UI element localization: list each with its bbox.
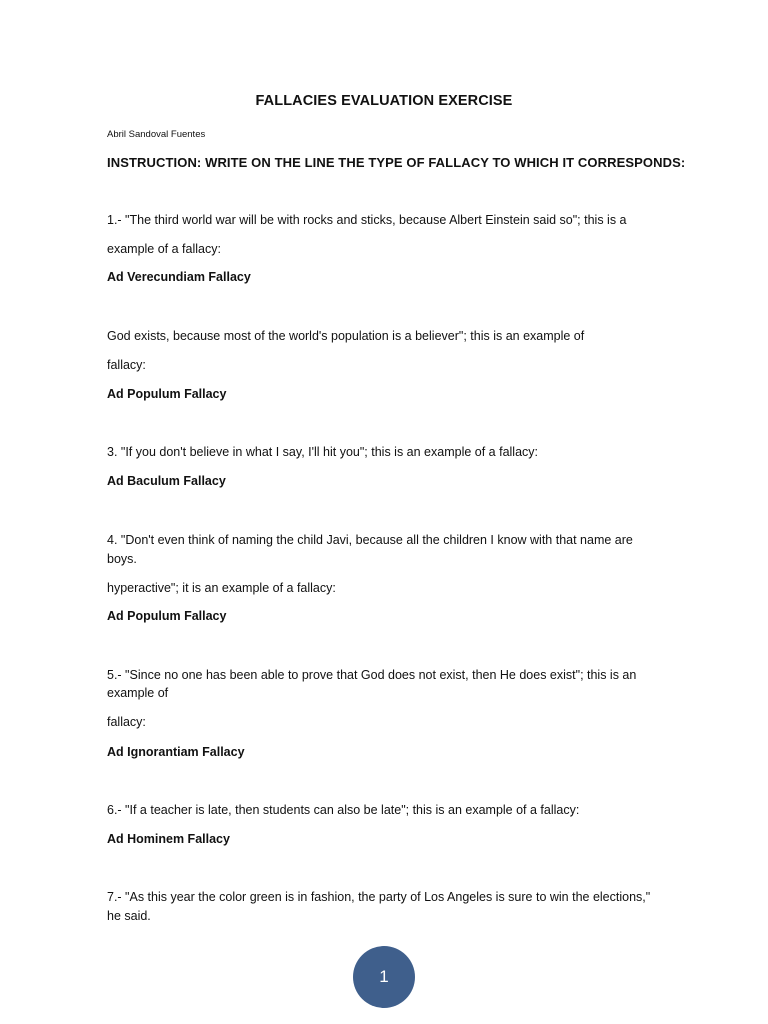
- question-7-line-2: he said.: [107, 909, 151, 923]
- question-5-line-3: fallacy:: [107, 715, 146, 729]
- question-3-answer: Ad Baculum Fallacy: [107, 474, 226, 488]
- question-6-answer: Ad Hominem Fallacy: [107, 832, 230, 846]
- question-7-line-1: 7.- "As this year the color green is in fashion, the party of Los Angeles is sure to win the elections,": [107, 890, 651, 904]
- page-number: 1: [379, 967, 389, 986]
- instruction-text: INSTRUCTION: WRITE ON THE LINE THE TYPE OF FALLACY TO WHICH IT CORRESPONDS:: [107, 155, 686, 170]
- question-4-answer: Ad Populum Fallacy: [107, 609, 227, 623]
- question-2-line-1: God exists, because most of the world's population is a believer"; this is an example of: [107, 329, 585, 343]
- question-4-line-1: 4. "Don't even think of naming the child Javi, because all the children I know with that name are: [107, 533, 633, 547]
- question-3-line-1: 3. "If you don't believe in what I say, I'll hit you"; this is an example of a fallacy:: [107, 445, 538, 459]
- question-1-line-1: 1.- "The third world war will be with rocks and sticks, because Albert Einstein said so"; this is a: [107, 213, 627, 227]
- question-6-line-1: 6.- "If a teacher is late, then students can also be late"; this is an example of a fallacy:: [107, 803, 580, 817]
- question-5-line-1: 5.- "Since no one has been able to prove that God does not exist, then He does exist"; this is an: [107, 668, 637, 682]
- question-2-line-2: fallacy:: [107, 358, 146, 372]
- document-title: FALLACIES EVALUATION EXERCISE: [255, 93, 513, 109]
- question-5-line-2: example of: [107, 686, 169, 700]
- page-number-badge: [353, 946, 415, 1008]
- question-1-answer: Ad Verecundiam Fallacy: [107, 270, 251, 284]
- question-4-line-2: boys.: [107, 552, 137, 566]
- question-2-answer: Ad Populum Fallacy: [107, 387, 227, 401]
- question-1-line-2: example of a fallacy:: [107, 242, 221, 256]
- author-name: Abril Sandoval Fuentes: [107, 129, 206, 140]
- question-4-line-3: hyperactive"; it is an example of a fallacy:: [107, 581, 336, 595]
- question-5-answer: Ad Ignorantiam Fallacy: [107, 745, 245, 759]
